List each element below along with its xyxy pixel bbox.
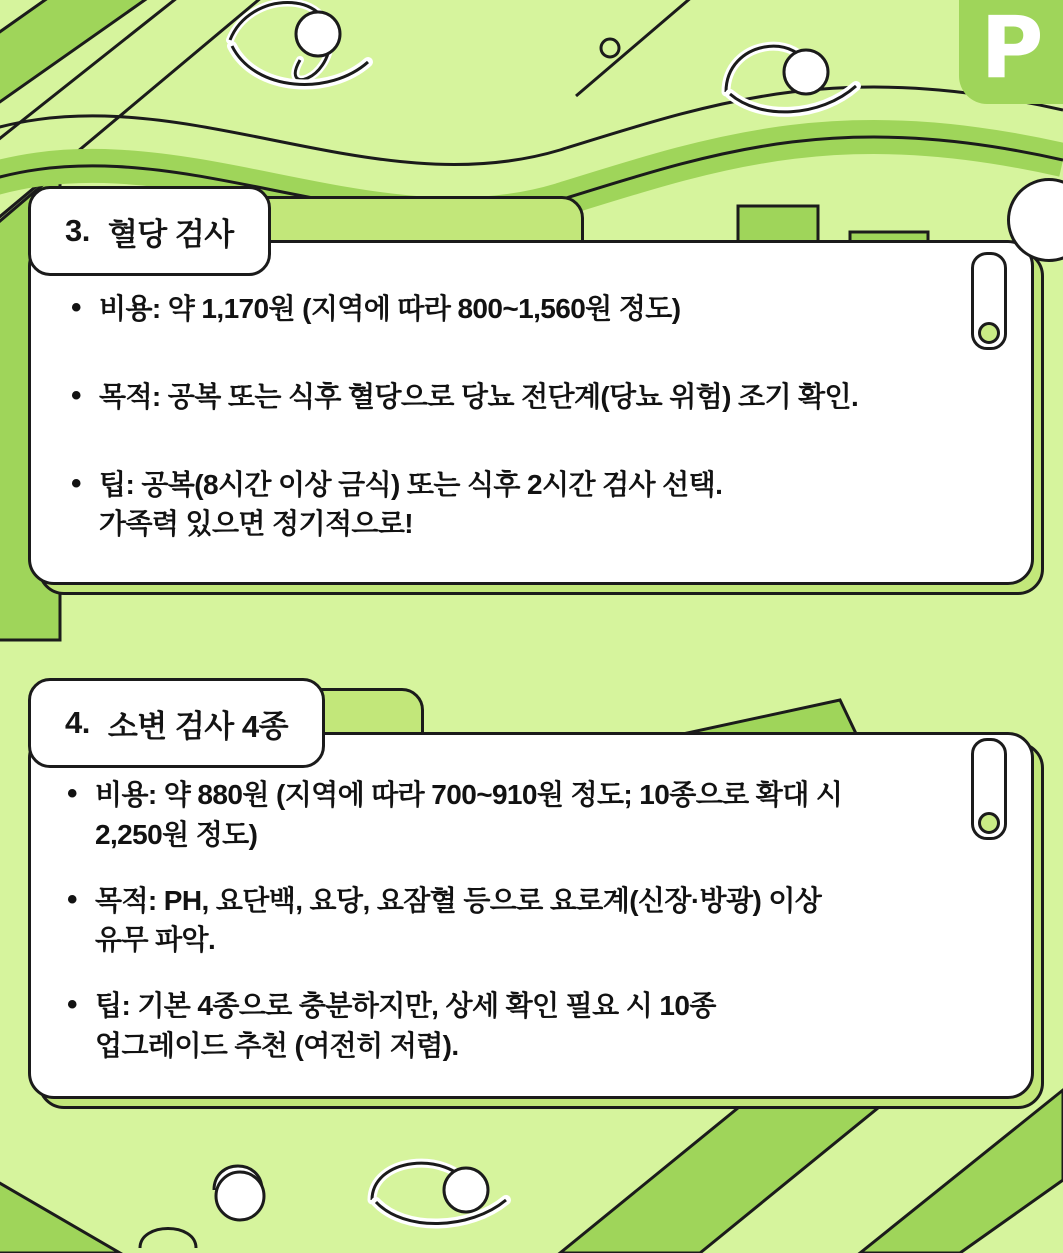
bullet-line-1: 비용: 약 880원 (지역에 따라 700~910원 정도; 10종으로 확대 시 [95, 779, 843, 810]
list-item [61, 775, 1001, 855]
section-3-title: 혈당 검사 [107, 216, 234, 252]
pill-cap [978, 322, 1000, 344]
section-3-tab [28, 186, 271, 276]
logo-glyph: P [980, 0, 1042, 98]
pill-marker-1 [971, 252, 1007, 350]
bullet-line-2: 가족력 있으면 정기적으로! [99, 508, 414, 540]
section-3-bullet-list [65, 289, 997, 544]
list-item [65, 377, 997, 417]
bullet-line-2: 2,250원 정도) [95, 818, 258, 850]
section-4-tab [28, 678, 325, 768]
bullet-line-1: 팁: 공복(8시간 이상 금식) 또는 식후 2시간 검사 선택. [99, 468, 723, 500]
list-item [65, 465, 997, 545]
bullet-line-1: 목적: 공복 또는 식후 혈당으로 당뇨 전단계(당뇨 위험) 조기 확인. [99, 380, 859, 412]
bullet-line-2: 유무 파악. [95, 924, 216, 956]
section-4-title: 소변 검사 4종 [107, 708, 289, 744]
section-4-bullet-list [61, 775, 1001, 1066]
section-blood-glucose [28, 186, 1034, 585]
section-3-card [28, 240, 1034, 585]
pill-cap [978, 812, 1000, 834]
bullet-line-1: 팁: 기본 4종으로 충분하지만, 상세 확인 필요 시 10종 [95, 990, 716, 1021]
list-item [61, 881, 1001, 961]
section-3-number: 3. [65, 213, 90, 248]
bullet-line-1: 목적: PH, 요단백, 요당, 요잠혈 등으로 요로계(신장·방광) 이상 [95, 884, 822, 916]
section-urine-test [28, 678, 1034, 1099]
bullet-line-1: 비용: 약 1,170원 (지역에 따라 800~1,560원 정도) [99, 293, 681, 324]
pill-marker-2 [971, 738, 1007, 840]
bullet-line-2: 업그레이드 추천 (여전히 저렴). [95, 1029, 459, 1061]
list-item [65, 289, 997, 329]
list-item [61, 986, 1001, 1066]
section-4-card [28, 732, 1034, 1099]
brand-logo [959, 0, 1063, 104]
section-4-number: 4. [65, 705, 90, 740]
